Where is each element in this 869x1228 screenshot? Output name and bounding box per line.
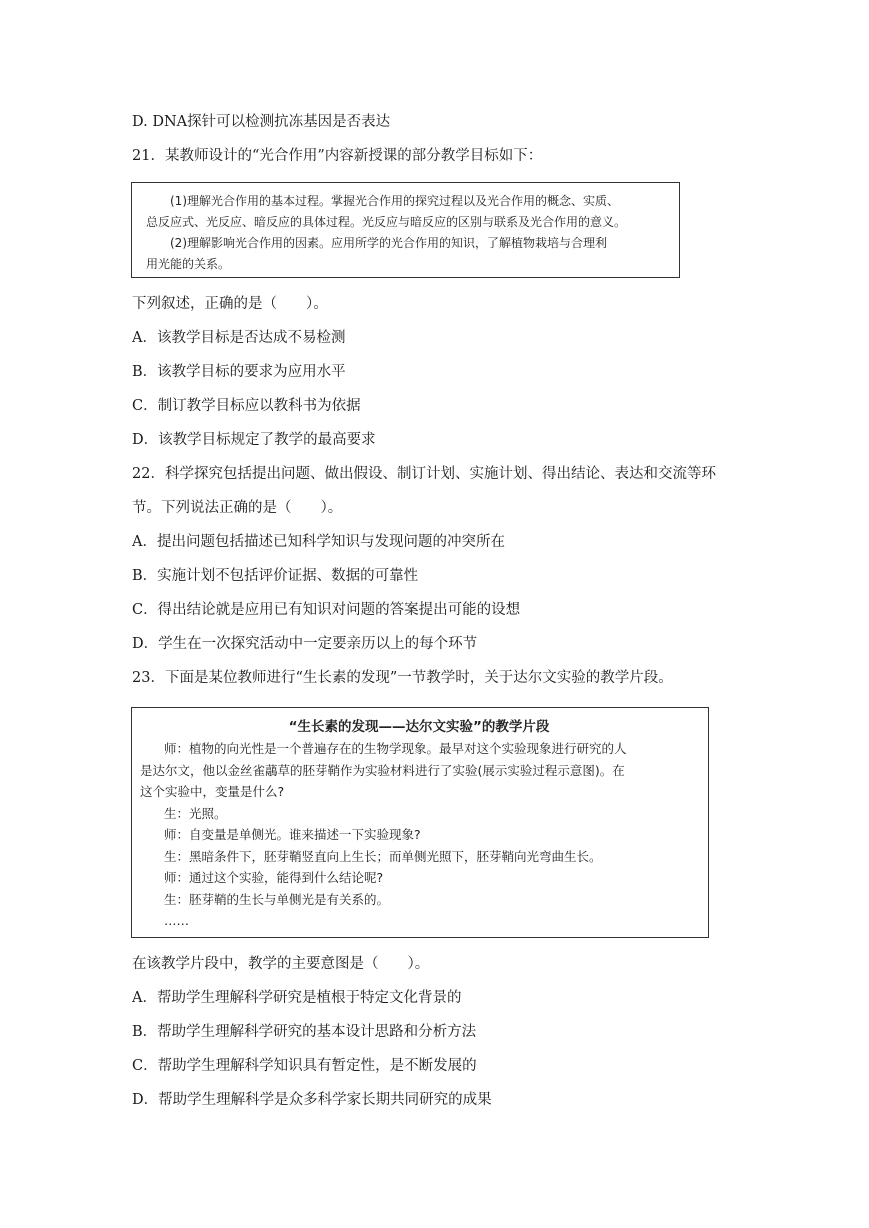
- q22-option-c: C．得出结论就是应用已有知识对问题的答案提出可能的设想: [132, 602, 521, 618]
- excerpt-line: 生：黑暗条件下，胚芽鞘竖直向上生长；而单侧光照下，胚芽鞘向光弯曲生长。: [164, 848, 602, 864]
- excerpt-line: ……: [164, 913, 189, 928]
- q22-option-d: D．学生在一次探究活动中一定要亲历以上的每个环节: [132, 636, 478, 652]
- teaching-excerpt-box: [131, 707, 709, 938]
- teaching-objectives-box: [131, 182, 680, 278]
- q21-option-c: C．制订教学目标应以教科书为依据: [132, 398, 361, 414]
- q23-option-b: B．帮助学生理解科学研究的基本设计思路和分析方法: [132, 1024, 477, 1040]
- q21-option-b: B．该教学目标的要求为应用水平: [132, 364, 346, 380]
- q21-stem: 21．某教师设计的“光合作用”内容新授课的部分教学目标如下：: [132, 148, 543, 164]
- excerpt-line: 师：通过这个实验，能得到什么结论呢?: [164, 870, 384, 885]
- q23-option-d: D．帮助学生理解科学是众多科学家长期共同研究的成果: [132, 1092, 492, 1108]
- objective-line: 总反应式、光反应、暗反应的具体过程。光反应与暗反应的区别与联系及光合作用的意义。: [146, 215, 627, 229]
- q22-option-b: B．实施计划不包括评价证据、数据的可靠性: [132, 568, 419, 584]
- q23-prompt: 在该教学片段中，教学的主要意图是（ ）。: [132, 956, 430, 972]
- q21-prompt: 下列叙述，正确的是（ ）。: [132, 296, 328, 312]
- q22-option-a: A．提出问题包括描述已知科学知识与发现问题的冲突所在: [132, 534, 505, 550]
- objective-line: (1)理解光合作用的基本过程。掌握光合作用的探究过程以及光合作用的概念、实质、: [170, 194, 620, 208]
- excerpt-line: 生：光照。: [164, 805, 227, 821]
- excerpt-line: 师：自变量是单侧光。谁来描述一下实验现象?: [164, 827, 421, 842]
- q20-option-d: D. DNA探针可以检测抗冻基因是否表达: [132, 114, 391, 130]
- excerpt-line: 是达尔文，他以金丝雀虉草的胚芽鞘作为实验材料进行了实验(展示实验过程示意图)。在: [140, 762, 625, 778]
- q21-option-d: D．该教学目标规定了教学的最高要求: [132, 432, 376, 448]
- q23-option-c: C．帮助学生理解科学知识具有暂定性，是不断发展的: [132, 1058, 477, 1074]
- excerpt-line: 这个实验中，变量是什么?: [140, 784, 285, 799]
- q22-stem-line2: 节。下列说法正确的是（ ）。: [132, 500, 343, 516]
- teaching-excerpt-title: “生长素的发现——达尔文实验”的教学片段: [288, 719, 550, 735]
- excerpt-line: 师：植物的向光性是一个普遍存在的生物学现象。最早对这个实验现象进行研究的人: [164, 741, 627, 756]
- excerpt-line: 生：胚芽鞘的生长与单侧光是有关系的。: [164, 891, 390, 907]
- q22-stem-line1: 22．科学探究包括提出问题、做出假设、制订计划、实施计划、得出结论、表达和交流等环: [132, 466, 716, 482]
- q21-option-a: A．该教学目标是否达成不易检测: [132, 330, 346, 346]
- objective-line: (2)理解影响光合作用的因素。应用所学的光合作用的知识，了解植物栽培与合理利: [170, 236, 608, 250]
- objective-line: 用光能的关系。: [146, 257, 231, 271]
- q23-stem: 23．下面是某位教师进行“生长素的发现”一节教学时，关于达尔文实验的教学片段。: [132, 670, 673, 686]
- q23-option-a: A．帮助学生理解科学研究是植根于特定文化背景的: [132, 990, 462, 1006]
